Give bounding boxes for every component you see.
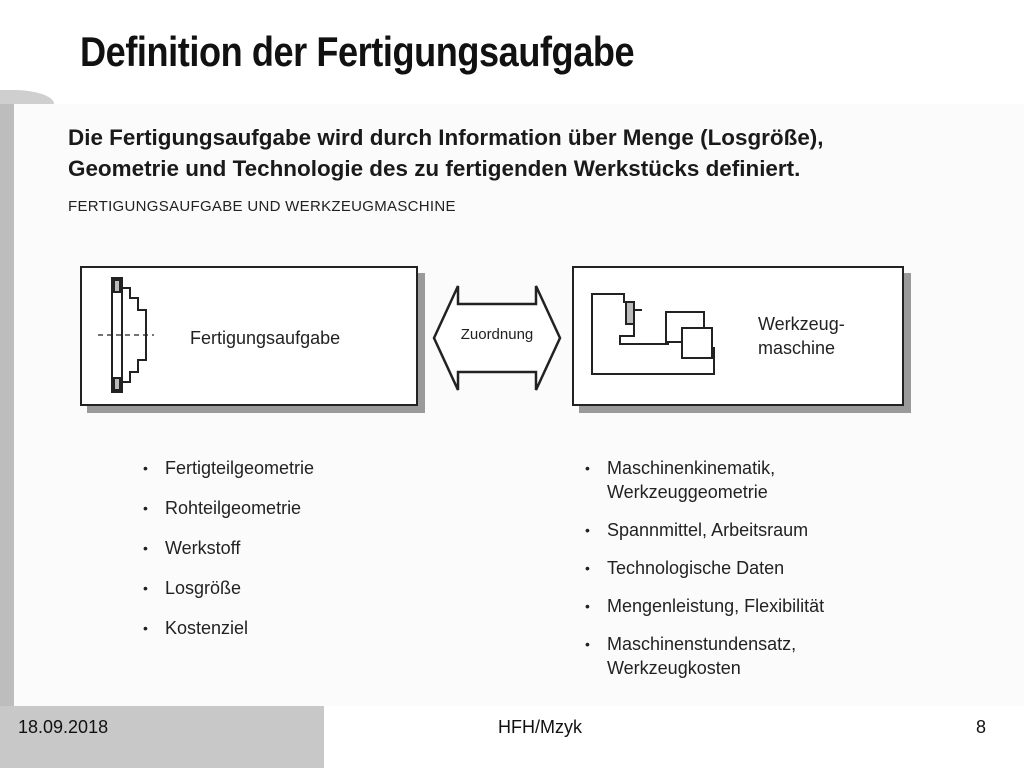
footer-date: 18.09.2018 [18, 717, 109, 737]
list-item: • Maschinenstundensatz, Werkzeugkosten [585, 632, 824, 680]
list-item: • Spannmittel, Arbeitsraum [585, 518, 824, 542]
fertigungsaufgabe-label: Fertigungsaufgabe [190, 328, 341, 348]
werkzeugmaschine-label-line-1: Werkzeug- [758, 314, 845, 334]
machine-tool-drawing-icon [590, 292, 722, 380]
intro-text [68, 122, 824, 184]
page-number: 8 [976, 717, 987, 737]
workpiece-drawing-icon [96, 274, 156, 396]
section-label: FERTIGUNGSAUFGABE UND WERKZEUGMASCHINE [68, 198, 456, 215]
list-item: • Kostenziel [143, 616, 314, 656]
list-item: • Werkstoff [143, 536, 314, 576]
list-item: • Maschinenkinematik, Werkzeuggeometrie [585, 456, 824, 504]
list-item: • Losgröße [143, 576, 314, 616]
werkzeugmaschine-box [572, 266, 904, 406]
fertigungsaufgabe-bullet-list [143, 456, 314, 656]
intro-line-1: Die Fertigungsaufgabe wird durch Information über Menge (Losgröße), [68, 125, 824, 150]
list-item: • Mengenleistung, Flexibilität [585, 594, 824, 618]
list-item: • Fertigteilgeometrie [143, 456, 314, 496]
werkzeugmaschine-label-line-2: maschine [758, 338, 836, 358]
slide-title: Definition der Fertigungsaufgabe [80, 28, 635, 75]
list-item: • Rohteilgeometrie [143, 496, 314, 536]
fertigungsaufgabe-box [80, 266, 418, 406]
werkzeugmaschine-label [758, 312, 845, 360]
werkzeugmaschine-bullet-list [585, 456, 824, 694]
zuordnung-label: Zuordnung [460, 326, 534, 343]
list-item: • Technologische Daten [585, 556, 824, 580]
footer-author: HFH/Mzyk [498, 717, 582, 737]
decorative-left-bar [0, 94, 14, 706]
intro-line-2: Geometrie und Technologie des zu fertigenden Werkstücks definiert. [68, 156, 801, 181]
decorative-curl [0, 90, 54, 104]
